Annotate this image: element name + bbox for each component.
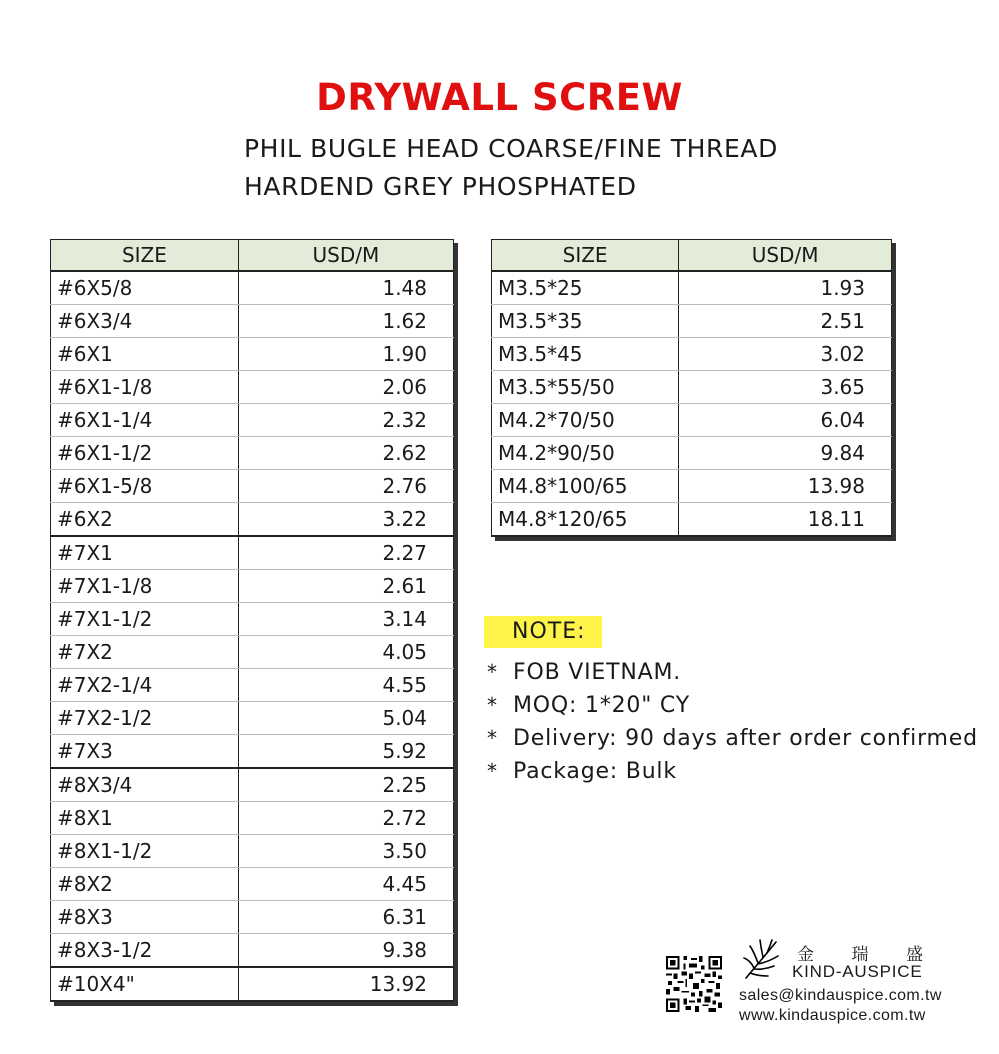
price-cell: 2.62 bbox=[238, 437, 453, 470]
subtitle-line-1: PHIL BUGLE HEAD COARSE/FINE THREAD bbox=[244, 134, 778, 163]
contact-email: sales@kindauspice.com.tw bbox=[739, 987, 942, 1004]
price-cell: 3.02 bbox=[679, 338, 892, 371]
price-cell: 5.92 bbox=[238, 735, 453, 769]
table-row bbox=[51, 636, 454, 669]
price-cell: 3.22 bbox=[238, 503, 453, 537]
palm-leaf-logo-icon bbox=[740, 938, 780, 982]
note-text: Package: Bulk bbox=[513, 759, 677, 784]
size-cell: #7X2-1/2 bbox=[51, 702, 239, 735]
size-cell: #8X3 bbox=[51, 901, 239, 934]
note-list bbox=[487, 656, 978, 788]
size-cell: #6X5/8 bbox=[51, 271, 239, 305]
price-cell: 18.11 bbox=[679, 503, 892, 537]
table-row bbox=[51, 967, 454, 1001]
size-cell: M3.5*55/50 bbox=[492, 371, 679, 404]
table-row bbox=[51, 901, 454, 934]
size-cell: M3.5*45 bbox=[492, 338, 679, 371]
size-cell: #8X1 bbox=[51, 802, 239, 835]
price-cell: 2.32 bbox=[238, 404, 453, 437]
table-header-row bbox=[51, 240, 454, 272]
table-row bbox=[51, 536, 454, 570]
price-cell: 4.55 bbox=[238, 669, 453, 702]
table-row bbox=[51, 735, 454, 769]
table-header-row bbox=[492, 240, 892, 272]
table-row bbox=[51, 868, 454, 901]
imperial-price-rows bbox=[51, 271, 454, 1001]
size-cell: M3.5*35 bbox=[492, 305, 679, 338]
size-cell: #10X4" bbox=[51, 967, 239, 1001]
price-cell: 1.90 bbox=[238, 338, 453, 371]
note-item bbox=[487, 656, 978, 689]
size-cell: #7X2-1/4 bbox=[51, 669, 239, 702]
table-row bbox=[51, 371, 454, 404]
chinese-character: 盛 bbox=[906, 945, 923, 965]
size-cell: #8X3/4 bbox=[51, 768, 239, 802]
price-cell: 6.04 bbox=[679, 404, 892, 437]
size-cell: #7X3 bbox=[51, 735, 239, 769]
price-cell: 2.25 bbox=[238, 768, 453, 802]
price-cell: 1.48 bbox=[238, 271, 453, 305]
price-cell: 1.62 bbox=[238, 305, 453, 338]
metric-price-table bbox=[491, 239, 892, 537]
asterisk-bullet-icon: * bbox=[487, 759, 498, 783]
price-cell: 3.50 bbox=[238, 835, 453, 868]
table-row bbox=[51, 503, 454, 537]
table-row bbox=[492, 503, 892, 537]
company-brand: KIND-AUSPICE bbox=[792, 962, 923, 981]
chinese-character: 金 bbox=[797, 945, 814, 965]
size-cell: M4.8*100/65 bbox=[492, 470, 679, 503]
table-row bbox=[492, 470, 892, 503]
note-item bbox=[487, 755, 978, 788]
price-cell: 13.98 bbox=[679, 470, 892, 503]
size-cell: #8X1-1/2 bbox=[51, 835, 239, 868]
chinese-character: 瑞 bbox=[851, 945, 869, 965]
note-label: NOTE: bbox=[484, 616, 602, 648]
size-cell: #6X1-1/2 bbox=[51, 437, 239, 470]
table-row bbox=[51, 768, 454, 802]
price-column-header: USD/M bbox=[238, 240, 453, 272]
imperial-price-table bbox=[50, 239, 454, 1002]
price-cell: 9.84 bbox=[679, 437, 892, 470]
note-item bbox=[487, 722, 978, 755]
metric-price-rows bbox=[492, 271, 892, 536]
size-cell: M4.8*120/65 bbox=[492, 503, 679, 537]
table-row bbox=[51, 669, 454, 702]
note-text: MOQ: 1*20" CY bbox=[513, 693, 690, 718]
size-cell: #6X1-1/4 bbox=[51, 404, 239, 437]
company-website: www.kindauspice.com.tw bbox=[739, 1007, 926, 1024]
table-row bbox=[492, 404, 892, 437]
asterisk-bullet-icon: * bbox=[487, 693, 498, 717]
size-cell: M3.5*25 bbox=[492, 271, 679, 305]
table-row bbox=[51, 404, 454, 437]
price-cell: 2.61 bbox=[238, 570, 453, 603]
table-row bbox=[492, 338, 892, 371]
price-cell: 2.06 bbox=[238, 371, 453, 404]
table-row bbox=[51, 305, 454, 338]
size-cell: #6X1-5/8 bbox=[51, 470, 239, 503]
asterisk-bullet-icon: * bbox=[487, 660, 498, 684]
size-cell: M4.2*70/50 bbox=[492, 404, 679, 437]
note-text: Delivery: 90 days after order confirmed bbox=[513, 726, 978, 751]
table-row bbox=[51, 702, 454, 735]
table-row bbox=[492, 271, 892, 305]
size-cell: #6X1 bbox=[51, 338, 239, 371]
size-cell: #7X1 bbox=[51, 536, 239, 570]
size-cell: #8X2 bbox=[51, 868, 239, 901]
table-row bbox=[492, 305, 892, 338]
qr-code-icon bbox=[666, 956, 722, 1012]
asterisk-bullet-icon: * bbox=[487, 726, 498, 750]
price-cell: 4.05 bbox=[238, 636, 453, 669]
table-row bbox=[51, 470, 454, 503]
size-cell: M4.2*90/50 bbox=[492, 437, 679, 470]
table-row bbox=[51, 835, 454, 868]
size-cell: #6X1-1/8 bbox=[51, 371, 239, 404]
table-row bbox=[51, 271, 454, 305]
size-column-header: SIZE bbox=[492, 240, 679, 272]
table-row bbox=[51, 603, 454, 636]
price-cell: 3.14 bbox=[238, 603, 453, 636]
price-cell: 5.04 bbox=[238, 702, 453, 735]
price-cell: 2.76 bbox=[238, 470, 453, 503]
note-item bbox=[487, 689, 978, 722]
price-cell: 9.38 bbox=[238, 934, 453, 968]
table-row bbox=[51, 934, 454, 968]
table-row bbox=[51, 570, 454, 603]
page-title: DRYWALL SCREW bbox=[316, 76, 683, 119]
table-row bbox=[51, 437, 454, 470]
subtitle-line-2: HARDEND GREY PHOSPHATED bbox=[244, 172, 637, 201]
price-cell: 6.31 bbox=[238, 901, 453, 934]
price-cell: 1.93 bbox=[679, 271, 892, 305]
price-cell: 2.72 bbox=[238, 802, 453, 835]
size-cell: #6X3/4 bbox=[51, 305, 239, 338]
size-cell: #8X3-1/2 bbox=[51, 934, 239, 968]
table-row bbox=[51, 802, 454, 835]
size-cell: #7X2 bbox=[51, 636, 239, 669]
price-cell: 3.65 bbox=[679, 371, 892, 404]
price-cell: 2.27 bbox=[238, 536, 453, 570]
price-cell: 13.92 bbox=[238, 967, 453, 1001]
price-cell: 4.45 bbox=[238, 868, 453, 901]
price-cell: 2.51 bbox=[679, 305, 892, 338]
size-cell: #6X2 bbox=[51, 503, 239, 537]
price-column-header: USD/M bbox=[679, 240, 892, 272]
size-cell: #7X1-1/8 bbox=[51, 570, 239, 603]
size-column-header: SIZE bbox=[51, 240, 239, 272]
note-text: FOB VIETNAM. bbox=[513, 660, 682, 685]
table-row bbox=[492, 371, 892, 404]
table-row bbox=[492, 437, 892, 470]
table-row bbox=[51, 338, 454, 371]
size-cell: #7X1-1/2 bbox=[51, 603, 239, 636]
